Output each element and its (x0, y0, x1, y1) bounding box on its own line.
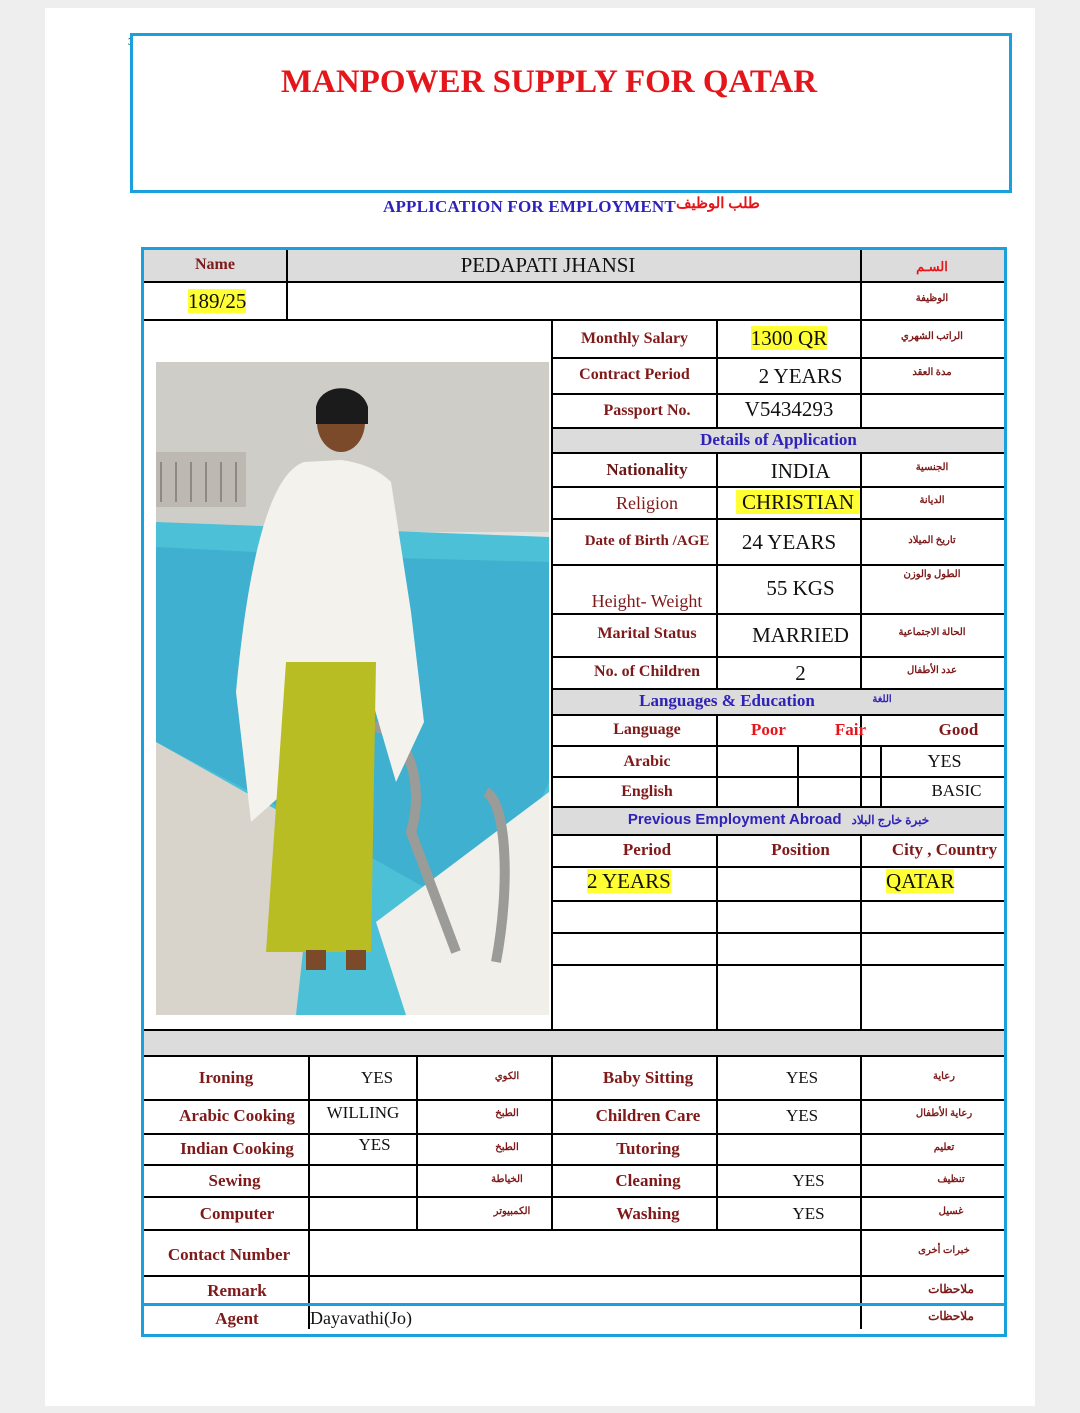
computer-label: Computer (199, 1204, 275, 1223)
height-weight-label: Height- Weight (591, 591, 703, 611)
employment-period: 2 YEARS (587, 869, 671, 893)
nationality-ar: الجنسية (915, 462, 949, 473)
arabic-cooking-ar: الطبخ (495, 1108, 519, 1119)
application-label: APPLICATION FOR EMPLOYMENT (383, 197, 676, 216)
children-care-value: YES (785, 1106, 819, 1125)
employment-heading-ar: خبرة خارج البلاد (851, 813, 930, 827)
religion-label: Religion (616, 493, 678, 513)
period-col-header: Period (622, 840, 672, 859)
arabic-cooking-value: WILLING (326, 1103, 400, 1122)
fair-col-header: Fair (834, 720, 867, 739)
washing-label: Washing (616, 1204, 680, 1223)
remark-ar: ملاحظات (928, 1282, 974, 1296)
name-value: PEDAPATI JHANSI (460, 253, 636, 277)
nationality-value: INDIA (770, 459, 831, 483)
religion-value: CHRISTIAN (736, 490, 860, 515)
poor-col-header: Poor (751, 720, 786, 739)
ironing-value: YES (360, 1068, 394, 1087)
details-heading: Details of Application (700, 430, 857, 449)
salary-value: 1300 QR (750, 326, 828, 350)
indian-cooking-label: Indian Cooking (180, 1139, 294, 1158)
agent-value: Dayavathi(Jo) (310, 1308, 412, 1328)
ref-number: 189/25 (188, 289, 247, 313)
marital-status-label: Marital Status (597, 625, 697, 642)
ironing-ar: الكوي (494, 1071, 520, 1082)
height-weight-ar: الطول والوزن (903, 569, 961, 580)
language-english-label: English (621, 783, 673, 800)
indian-cooking-value: YES (358, 1135, 391, 1154)
corner-mark: 3 (128, 36, 134, 48)
computer-ar: الكمبيوتر (493, 1206, 531, 1217)
washing-value: YES (792, 1204, 825, 1223)
languages-heading-ar: اللغة (872, 694, 892, 705)
contract-period-ar: مدة العقد (912, 367, 952, 378)
cleaning-value: YES (792, 1171, 825, 1190)
english-good: BASIC (931, 781, 982, 800)
country-col-header: City , Country (891, 840, 998, 859)
dob-value: 24 YEARS (741, 530, 837, 554)
application-label-ar: طلب الوظيف (676, 196, 760, 212)
height-weight-value: 55 KGS (766, 576, 835, 600)
passport-value: V5434293 (744, 397, 834, 421)
agent-label: Agent (215, 1309, 259, 1328)
children-ar: عدد الأطفال (907, 665, 957, 676)
agent-ar: ملاحظات (928, 1309, 974, 1323)
employment-heading-row (553, 811, 1004, 829)
passport-label: Passport No. (603, 402, 691, 419)
remark-label: Remark (207, 1281, 267, 1300)
sewing-label: Sewing (208, 1171, 261, 1190)
contract-period-value: 2 YEARS (758, 364, 843, 388)
contract-period-label: Contract Period (579, 366, 690, 383)
cleaning-label: Cleaning (615, 1171, 681, 1190)
arabic-good: YES (927, 751, 962, 771)
marital-status-value: MARRIED (752, 623, 849, 647)
contact-label: Contact Number (167, 1245, 291, 1264)
ironing-label: Ironing (198, 1068, 254, 1087)
baby-sitting-label: Baby Sitting (602, 1068, 694, 1087)
tutoring-ar: تعليم (933, 1142, 955, 1153)
children-label: No. of Children (594, 663, 700, 680)
language-col-header: Language (613, 721, 681, 738)
separator-band (144, 1031, 1004, 1055)
tutoring-label: Tutoring (616, 1139, 680, 1158)
nationality-label: Nationality (606, 460, 688, 479)
name-ar: السـم (916, 259, 948, 274)
language-arabic-label: Arabic (623, 753, 671, 770)
salary-label: Monthly Salary (580, 330, 689, 347)
header-box (130, 33, 1012, 193)
dob-label: Date of Birth /AGE (584, 533, 710, 549)
baby-sitting-ar: رعاية (933, 1071, 955, 1082)
salary-ar: الراتب الشهري (901, 331, 963, 342)
employment-country: QATAR (886, 869, 955, 893)
cleaning-ar: تنظيف (937, 1174, 965, 1185)
dob-ar: تاريخ الميلاد (908, 535, 956, 546)
languages-heading: Languages & Education (639, 691, 815, 710)
children-care-ar: رعاية الأطفال (915, 1108, 973, 1119)
baby-sitting-value: YES (785, 1068, 819, 1087)
arabic-cooking-label: Arabic Cooking (179, 1106, 295, 1125)
applicant-photo (156, 362, 549, 1015)
children-care-label: Children Care (595, 1106, 701, 1125)
good-col-header: Good (938, 720, 979, 739)
washing-ar: غسيل (938, 1206, 964, 1217)
marital-status-ar: الحالة الاجتماعية (898, 627, 966, 638)
name-label: Name (195, 256, 235, 273)
contact-ar: خبرات أخرى (918, 1245, 970, 1256)
position-col-header: Position (771, 840, 830, 859)
page-title: MANPOWER SUPPLY FOR QATAR (280, 64, 818, 100)
position-ar: الوظيفة (915, 293, 949, 304)
children-value: 2 (795, 661, 806, 685)
employment-heading: Previous Employment Abroad (627, 811, 842, 828)
indian-cooking-ar: الطبخ (495, 1142, 519, 1153)
religion-ar: الديانة (919, 495, 945, 506)
sewing-ar: الخياطة (491, 1174, 523, 1185)
